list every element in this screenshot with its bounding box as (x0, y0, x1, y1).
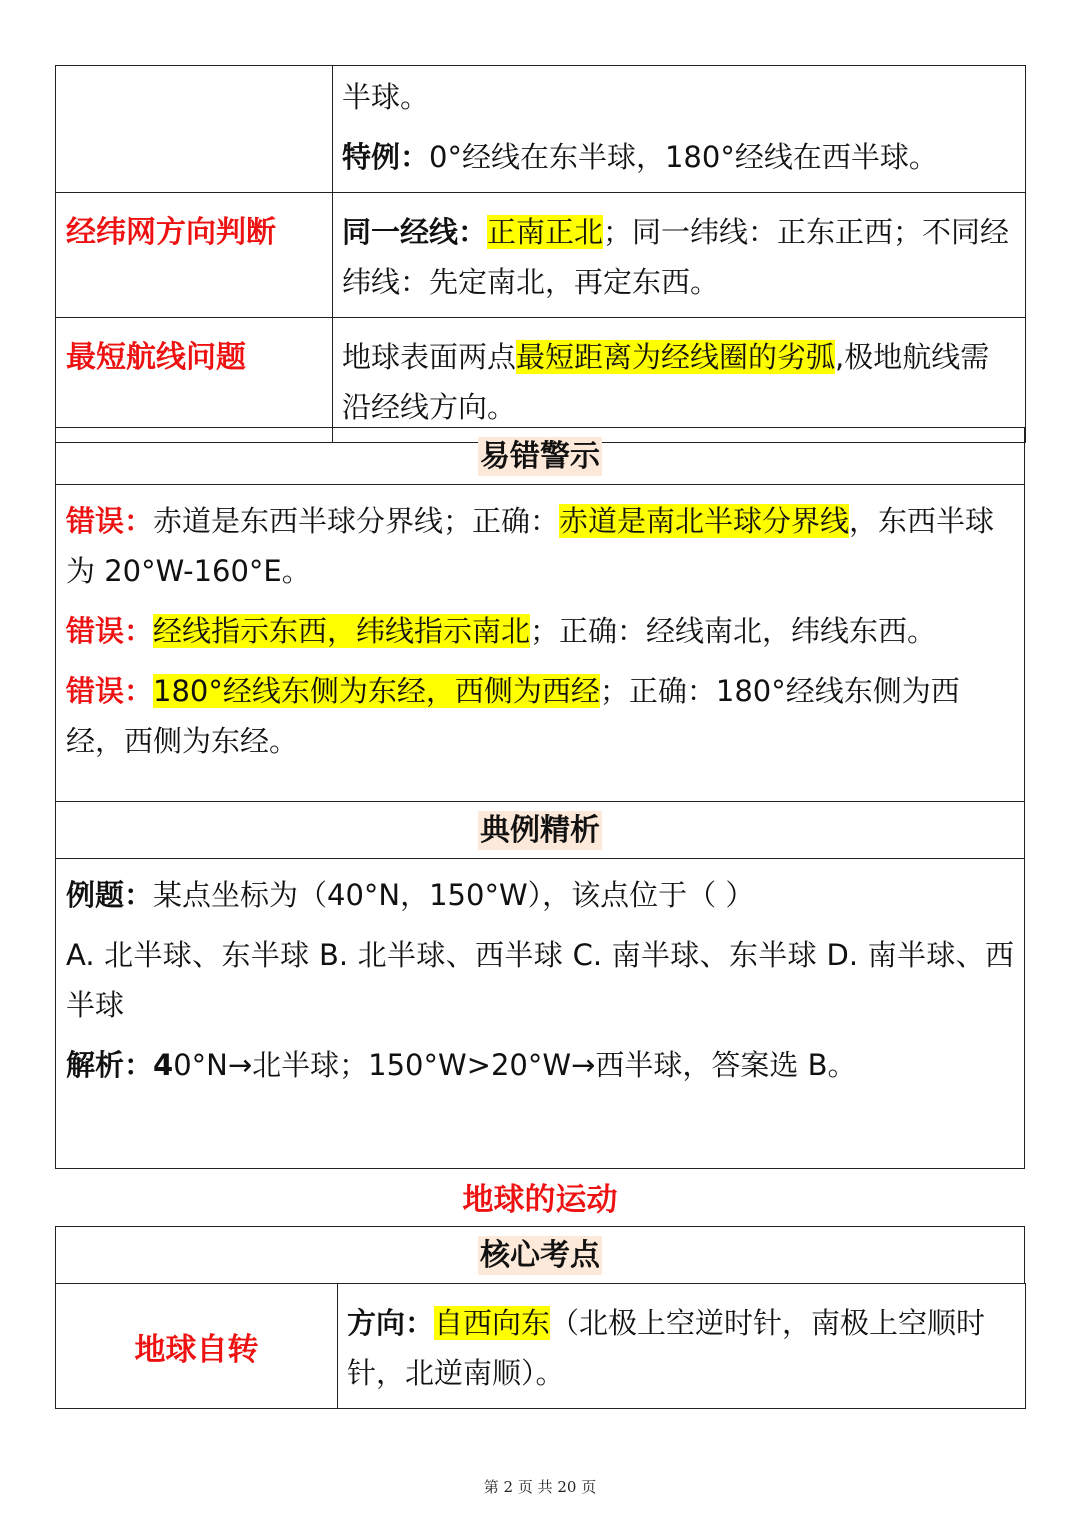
route-text: 地球表面两点最短距离为经线圈的劣弧,极地航线需沿经线方向。 (342, 340, 990, 424)
page-footer: 第 2 页 共 20 页 (483, 1478, 597, 1496)
knowledge-table (55, 65, 1026, 443)
section-title: 地球的运动 (462, 1182, 618, 1218)
options: A. 北半球、东半球 B. 北半球、西半球 C. 南半球、东半球 D. 南半球、西半球 (66, 938, 1014, 1022)
direction-text: 同一经线：正南正北；同一纬线：正东正西；不同经纬线：先定南北，再定东西。 (342, 215, 1010, 299)
core-table (55, 1283, 1026, 1409)
text-line: 半球。 (342, 80, 430, 114)
row-content (338, 1284, 1026, 1409)
row-content (333, 318, 1026, 443)
row-content (333, 193, 1026, 318)
warning-heading: 易错警示 (55, 427, 1025, 485)
row-content (333, 66, 1026, 193)
special-case: 特例：0°经线在东半球，180°经线在西半球。 (342, 140, 938, 174)
warning-item: 错误：赤道是东西半球分界线；正确：赤道是南北半球分界线，东西半球为 20°W-160°E。 (66, 504, 995, 588)
row-label: 最短航线问题 (56, 318, 333, 443)
analysis: 解析：40°N→北半球；150°W>20°W→西半球，答案选 B。 (66, 1048, 857, 1082)
warning-box (55, 484, 1025, 802)
example-box (55, 858, 1025, 1169)
row-label: 地球自转 (56, 1284, 338, 1409)
rotation-direction: 方向：自西向东（北极上空逆时针，南极上空顺时针，北逆南顺）。 (347, 1306, 986, 1390)
warning-item: 错误：180°经线东侧为东经，西侧为西经；正确：180°经线东侧为西经，西侧为东经。 (66, 674, 960, 758)
row-label: 经纬网方向判断 (56, 193, 333, 318)
core-heading: 核心考点 (55, 1226, 1025, 1284)
question: 例题：某点坐标为（40°N，150°W），该点位于（ ） (66, 878, 755, 912)
example-heading: 典例精析 (55, 801, 1025, 859)
warning-item: 错误：经线指示东西，纬线指示南北；正确：经线南北，纬线东西。 (66, 614, 937, 648)
row-label-empty (56, 66, 333, 193)
